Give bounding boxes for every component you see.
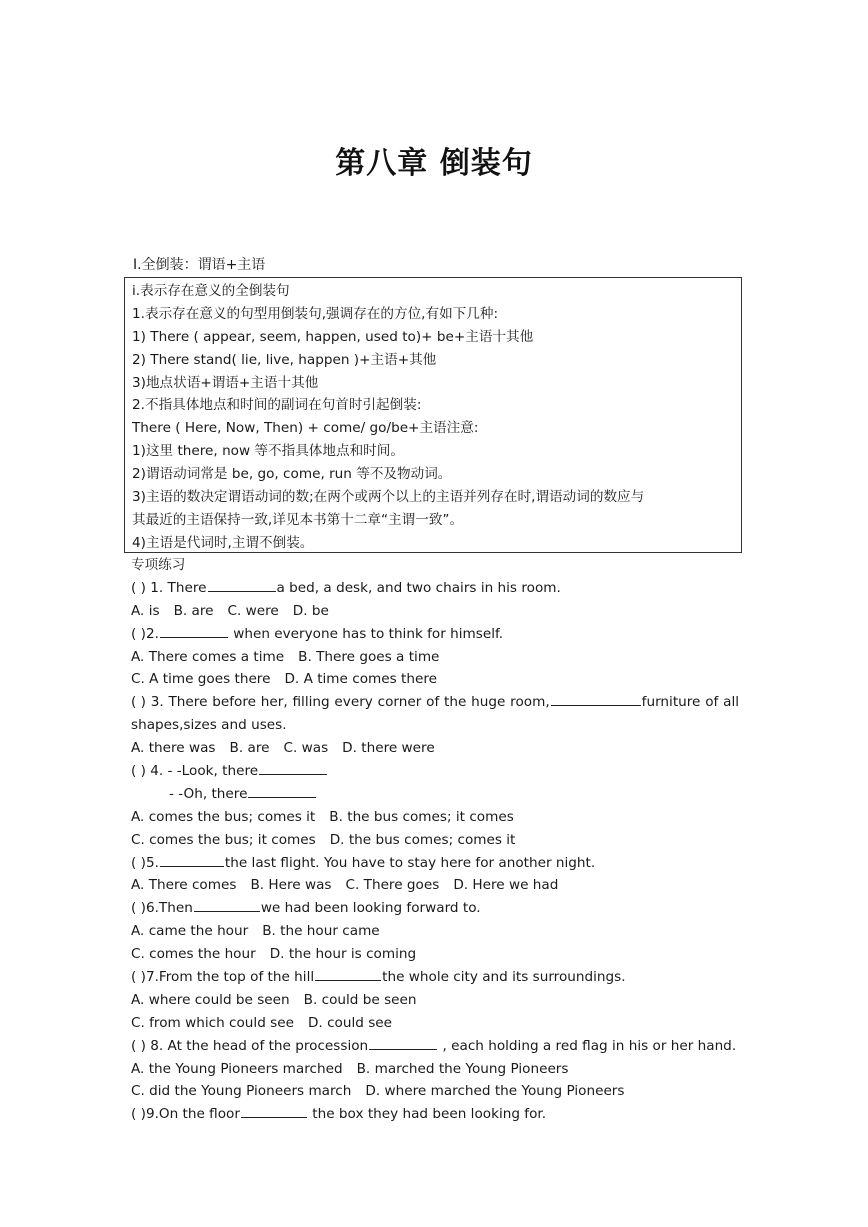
- option-d: D. the bus comes; comes it: [329, 831, 516, 848]
- answer-paren[interactable]: ( ): [131, 900, 146, 917]
- question-7-options: [131, 1012, 739, 1035]
- answer-paren[interactable]: ( ): [131, 579, 146, 596]
- answer-blank[interactable]: [315, 966, 381, 981]
- option-c: C. were: [227, 602, 279, 619]
- question-4-options: [131, 829, 739, 852]
- option-a: A. is: [131, 602, 160, 619]
- question-text: , each holding a red flag in his or her hand.: [438, 1037, 737, 1054]
- question-5-options: [131, 874, 739, 897]
- answer-blank[interactable]: [208, 577, 276, 592]
- option-c: C. comes the bus; it comes: [131, 831, 316, 848]
- option-a: A. where could be seen: [131, 991, 290, 1008]
- option-a: A. comes the bus; comes it: [131, 808, 316, 825]
- note-line: 4)主语是代词时,主谓不倒装。: [132, 534, 314, 551]
- option-c: C. did the Young Pioneers march: [131, 1083, 352, 1100]
- question-8-options: [131, 1058, 739, 1081]
- option-b: B. marched the Young Pioneers: [356, 1060, 569, 1077]
- option-b: B. are: [229, 740, 270, 757]
- answer-paren[interactable]: ( ): [131, 694, 146, 711]
- question-1-options: [131, 600, 739, 623]
- note-line: 2.不指具体地点和时间的副词在句首时引起倒装:: [132, 397, 422, 414]
- option-a: A. There comes: [131, 877, 237, 894]
- question-7-options: [131, 989, 739, 1012]
- question-5: [131, 852, 739, 875]
- answer-blank[interactable]: [194, 897, 260, 912]
- note-line: i.表示存在意义的全倒装句: [132, 283, 290, 299]
- option-c: C. was: [283, 740, 329, 757]
- section-heading: Ⅰ.全倒装：谓语+主语: [133, 257, 266, 273]
- option-b: B. the hour came: [262, 923, 380, 940]
- question-2-options: [131, 646, 739, 669]
- question-text: 6.Then: [145, 900, 193, 917]
- grammar-notes-box: [124, 277, 742, 553]
- question-text: when everyone has to think for himself.: [228, 625, 504, 642]
- answer-paren[interactable]: ( ): [131, 763, 146, 780]
- question-text: we had been looking forward to.: [260, 900, 481, 917]
- question-7: [131, 966, 739, 989]
- question-text: 9.On the floor: [145, 1106, 240, 1123]
- option-d: D. be: [292, 602, 329, 619]
- answer-blank[interactable]: [241, 1103, 307, 1118]
- answer-blank[interactable]: [248, 783, 316, 798]
- question-8: [131, 1035, 739, 1058]
- option-a: A. the Young Pioneers marched: [131, 1060, 343, 1077]
- question-4-options: [131, 806, 739, 829]
- question-text: 8. At the head of the procession: [145, 1037, 369, 1054]
- note-line: 1) There ( appear, seem, happen, used to)+ be+主语十其他: [132, 328, 534, 345]
- option-d: D. where marched the Young Pioneers: [365, 1083, 625, 1100]
- answer-blank[interactable]: [369, 1035, 437, 1050]
- option-b: B. the bus comes; it comes: [329, 808, 514, 825]
- grammar-notes-lines: [132, 280, 735, 555]
- question-4: [131, 760, 739, 783]
- question-text: the whole city and its surroundings.: [382, 969, 626, 986]
- option-c: C. from which could see: [131, 1014, 294, 1031]
- note-line: 2) There stand( lie, live, happen )+主语+其他: [132, 351, 437, 368]
- answer-blank[interactable]: [551, 691, 641, 706]
- note-line: 1.表示存在意义的句型用倒装句,强调存在的方位,有如下几种:: [132, 305, 499, 322]
- option-c: C. comes the hour: [131, 946, 256, 963]
- question-text: furniture of all: [641, 694, 739, 711]
- question-text: 3. There before her, filling every corner of the huge room,: [145, 694, 550, 711]
- question-9: [131, 1103, 739, 1126]
- question-6-options: [131, 943, 739, 966]
- question-3-options: [131, 737, 739, 760]
- question-text: the last flight. You have to stay here for another night.: [224, 854, 596, 871]
- answer-paren[interactable]: ( ): [131, 854, 146, 871]
- option-a: A. There comes a time: [131, 648, 285, 665]
- practice-section: [131, 554, 739, 1126]
- option-a: A. came the hour: [131, 923, 249, 940]
- option-a: A. there was: [131, 740, 216, 757]
- question-text: 4. - -Look, there: [145, 763, 259, 780]
- question-4-reply: [131, 783, 739, 806]
- question-6: [131, 897, 739, 920]
- note-line: 1)这里 there, now 等不指具体地点和时间。: [132, 443, 404, 460]
- chapter-title: 第八章 倒装句: [335, 146, 533, 181]
- question-text: a bed, a desk, and two chairs in his room.: [276, 579, 561, 596]
- note-line: There ( Here, Now, Then) + come/ go/be+主语注意:: [132, 420, 479, 437]
- question-8-options: [131, 1080, 739, 1103]
- question-text: 5.: [145, 854, 159, 871]
- option-c: C. A time goes there: [131, 671, 271, 688]
- question-3: [131, 691, 739, 714]
- question-text: 1. There: [145, 579, 207, 596]
- question-text: the box they had been looking for.: [307, 1106, 547, 1123]
- note-line: 2)谓语动词常是 be, go, come, run 等不及物动词。: [132, 466, 452, 483]
- answer-paren[interactable]: ( ): [131, 969, 146, 986]
- option-b: B. could be seen: [303, 991, 417, 1008]
- answer-paren[interactable]: ( ): [131, 625, 146, 642]
- question-text: - -Oh, there: [169, 785, 248, 802]
- note-line: 3)主语的数决定谓语动词的数;在两个或两个以上的主语并列存在时,谓语动词的数应与: [132, 489, 645, 506]
- option-d: D. there were: [342, 740, 435, 757]
- answer-paren[interactable]: ( ): [131, 1037, 146, 1054]
- answer-blank[interactable]: [259, 760, 327, 775]
- question-2-options: [131, 668, 739, 691]
- option-d: D. could see: [307, 1014, 393, 1031]
- option-c: C. There goes: [345, 877, 440, 894]
- answer-paren[interactable]: ( ): [131, 1106, 146, 1123]
- option-d: D. A time comes there: [284, 671, 437, 688]
- question-2: [131, 623, 739, 646]
- answer-blank[interactable]: [160, 852, 224, 867]
- question-3-continued: shapes,sizes and uses.: [131, 717, 287, 734]
- practice-heading: 专项练习: [131, 557, 186, 573]
- option-d: D. Here we had: [453, 877, 559, 894]
- question-6-options: [131, 920, 739, 943]
- question-text: 2.: [145, 625, 159, 642]
- answer-blank[interactable]: [160, 623, 228, 638]
- question-text: 7.From the top of the hill: [145, 969, 315, 986]
- question-1: [131, 577, 739, 600]
- option-b: B. are: [173, 602, 214, 619]
- note-line: 3)地点状语+谓语+主语十其他: [132, 374, 319, 391]
- option-b: B. Here was: [250, 877, 332, 894]
- option-d: D. the hour is coming: [269, 946, 417, 963]
- note-line: 其最近的主语保持一致,详见本书第十二章“主谓一致”。: [132, 511, 464, 528]
- option-b: B. There goes a time: [298, 648, 440, 665]
